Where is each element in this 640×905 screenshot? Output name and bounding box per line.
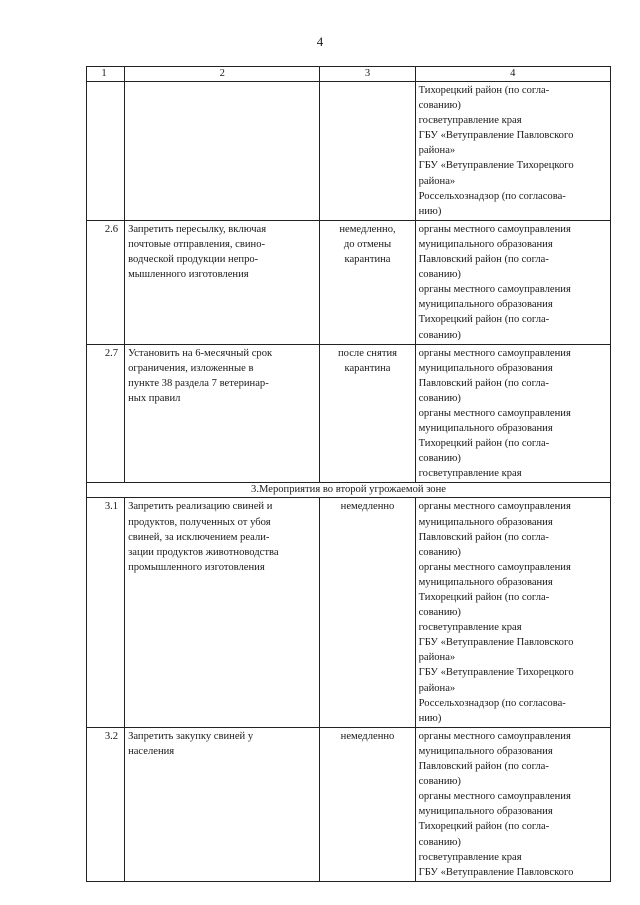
measure-line: промышленного изготовления [128, 561, 265, 573]
measure-line: населения [128, 745, 175, 757]
executor-line: района» [418, 145, 456, 157]
measure-line: водческой продукции непро- [128, 254, 259, 266]
term-line: немедленно [340, 501, 395, 513]
executor-line: сованию) [418, 269, 461, 281]
term-cell [320, 82, 415, 221]
executor-line: Россельхознадзор (по согласова- [418, 190, 566, 202]
executor-line: нию) [418, 205, 442, 217]
section-title: 3.Мероприятия во второй угрожаемой зоне [87, 483, 611, 498]
executor-line: муниципального образования [418, 745, 553, 757]
measure-line: продуктов, полученных от убоя [128, 516, 271, 528]
executor-line: сованию) [418, 329, 461, 341]
executors-cell [415, 727, 610, 881]
executor-line: Тихорецкий район (по согла- [418, 821, 550, 833]
measure-line: Запретить закупку свиней у [128, 730, 254, 742]
executor-line: муниципального образования [418, 238, 553, 250]
executor-line: района» [418, 652, 456, 664]
measure-line: ограничения, изложенные в [128, 362, 254, 374]
executor-line: органы местного самоуправления [418, 730, 571, 742]
executor-line: муниципального образования [418, 576, 553, 588]
executor-line: органы местного самоуправления [418, 284, 571, 296]
measures-table-wrapper [86, 66, 611, 882]
page-number: 4 [316, 34, 324, 49]
header-row [87, 67, 611, 82]
executor-line: сованию) [418, 776, 461, 788]
table-row [87, 498, 611, 727]
term-cell [320, 727, 415, 881]
item-number: 3.1 [87, 498, 125, 727]
table-row [87, 727, 611, 881]
table-row [87, 344, 611, 483]
executor-line: органы местного самоуправления [418, 791, 571, 803]
executor-line: Павловский район (по согла- [418, 531, 549, 543]
section-header-row [87, 483, 611, 498]
executor-line: госветуправление края [418, 115, 522, 127]
executor-line: госветуправление края [418, 468, 522, 480]
executor-line: сованию) [418, 836, 461, 848]
executor-line: сованию) [418, 546, 461, 558]
executor-line: Павловский район (по согла- [418, 254, 549, 266]
executor-line: муниципального образования [418, 362, 553, 374]
measure-line: Установить на 6-месячный срок [128, 347, 273, 359]
item-number: 2.7 [87, 344, 125, 483]
item-number: 3.2 [87, 727, 125, 881]
executor-line: органы местного самоуправления [418, 407, 571, 419]
executors-cell [415, 220, 610, 344]
executor-line: ГБУ «Ветуправление Тихорецкого [418, 667, 574, 679]
executor-line: Тихорецкий район (по согла- [418, 314, 550, 326]
executor-line: муниципального образования [418, 423, 553, 435]
executor-line: муниципального образования [418, 516, 553, 528]
executors-cell [415, 82, 610, 221]
measure-line: свиней, за исключением реали- [128, 531, 270, 543]
executor-line: Тихорецкий район (по согла- [418, 85, 550, 96]
measure-line: пункте 38 раздела 7 ветеринар- [128, 377, 269, 389]
executor-line: ГБУ «Ветуправление Тихорецкого [418, 160, 574, 172]
executor-line: Тихорецкий район (по согла- [418, 592, 550, 603]
executor-line: муниципального образования [418, 299, 553, 311]
executor-line: сованию) [418, 453, 461, 465]
executor-line: органы местного самоуправления [418, 347, 571, 359]
term-line: немедленно [340, 730, 395, 742]
executor-line: Павловский район (по согла- [418, 377, 549, 389]
executors-cell [415, 498, 610, 727]
executor-line: района» [418, 175, 456, 187]
executor-line: ГБУ «Ветуправление Павловского [418, 866, 574, 878]
header-col-2: 2 [125, 67, 320, 82]
executors-cell [415, 344, 610, 483]
executor-line: органы местного самоуправления [418, 501, 571, 513]
term-cell [320, 498, 415, 727]
table-row [87, 82, 611, 221]
measure-line: Запретить реализацию свиней и [128, 501, 273, 513]
term-cell [320, 344, 415, 483]
measure-cell [125, 498, 320, 727]
header-col-4: 4 [415, 67, 610, 82]
term-line: немедленно, [339, 223, 396, 235]
executor-line: нию) [418, 712, 442, 724]
executor-line: Павловский район (по согла- [418, 761, 549, 773]
executor-line: госветуправление края [418, 622, 522, 634]
measure-cell [125, 220, 320, 344]
measure-line: Запретить пересылку, включая [128, 223, 267, 235]
executor-line: Россельхознадзор (по согласова- [418, 697, 566, 709]
table-body [87, 82, 611, 882]
executor-line: органы местного самоуправления [418, 223, 571, 235]
executor-line: муниципального образования [418, 806, 553, 818]
header-col-3: 3 [320, 67, 415, 82]
measure-cell [125, 727, 320, 881]
item-number [87, 82, 125, 221]
measures-table [86, 66, 611, 882]
executor-line: сованию) [418, 392, 461, 404]
item-number: 2.6 [87, 220, 125, 344]
executor-line: сованию) [418, 607, 461, 619]
executor-line: госветуправление края [418, 851, 522, 863]
measure-cell [125, 344, 320, 483]
executor-line: района» [418, 682, 456, 694]
measure-line: ных правил [128, 392, 181, 404]
term-cell [320, 220, 415, 344]
header-col-1: 1 [87, 67, 125, 82]
term-line: до отмены [343, 238, 392, 250]
executor-line: сованию) [418, 100, 461, 112]
measure-line: почтовые отправления, свино- [128, 238, 266, 250]
executor-line: ГБУ «Ветуправление Павловского [418, 637, 574, 649]
measure-cell [125, 82, 320, 221]
table-row [87, 220, 611, 344]
term-line: карантина [344, 254, 391, 266]
executor-line: ГБУ «Ветуправление Павловского [418, 130, 574, 142]
term-line: после снятия [338, 347, 397, 359]
measure-line: мышленного изготовления [128, 269, 249, 281]
measure-line: зации продуктов животноводства [128, 546, 279, 558]
executor-line: Тихорецкий район (по согла- [418, 438, 550, 450]
term-line: карантина [344, 362, 391, 374]
executor-line: органы местного самоуправления [418, 561, 571, 573]
